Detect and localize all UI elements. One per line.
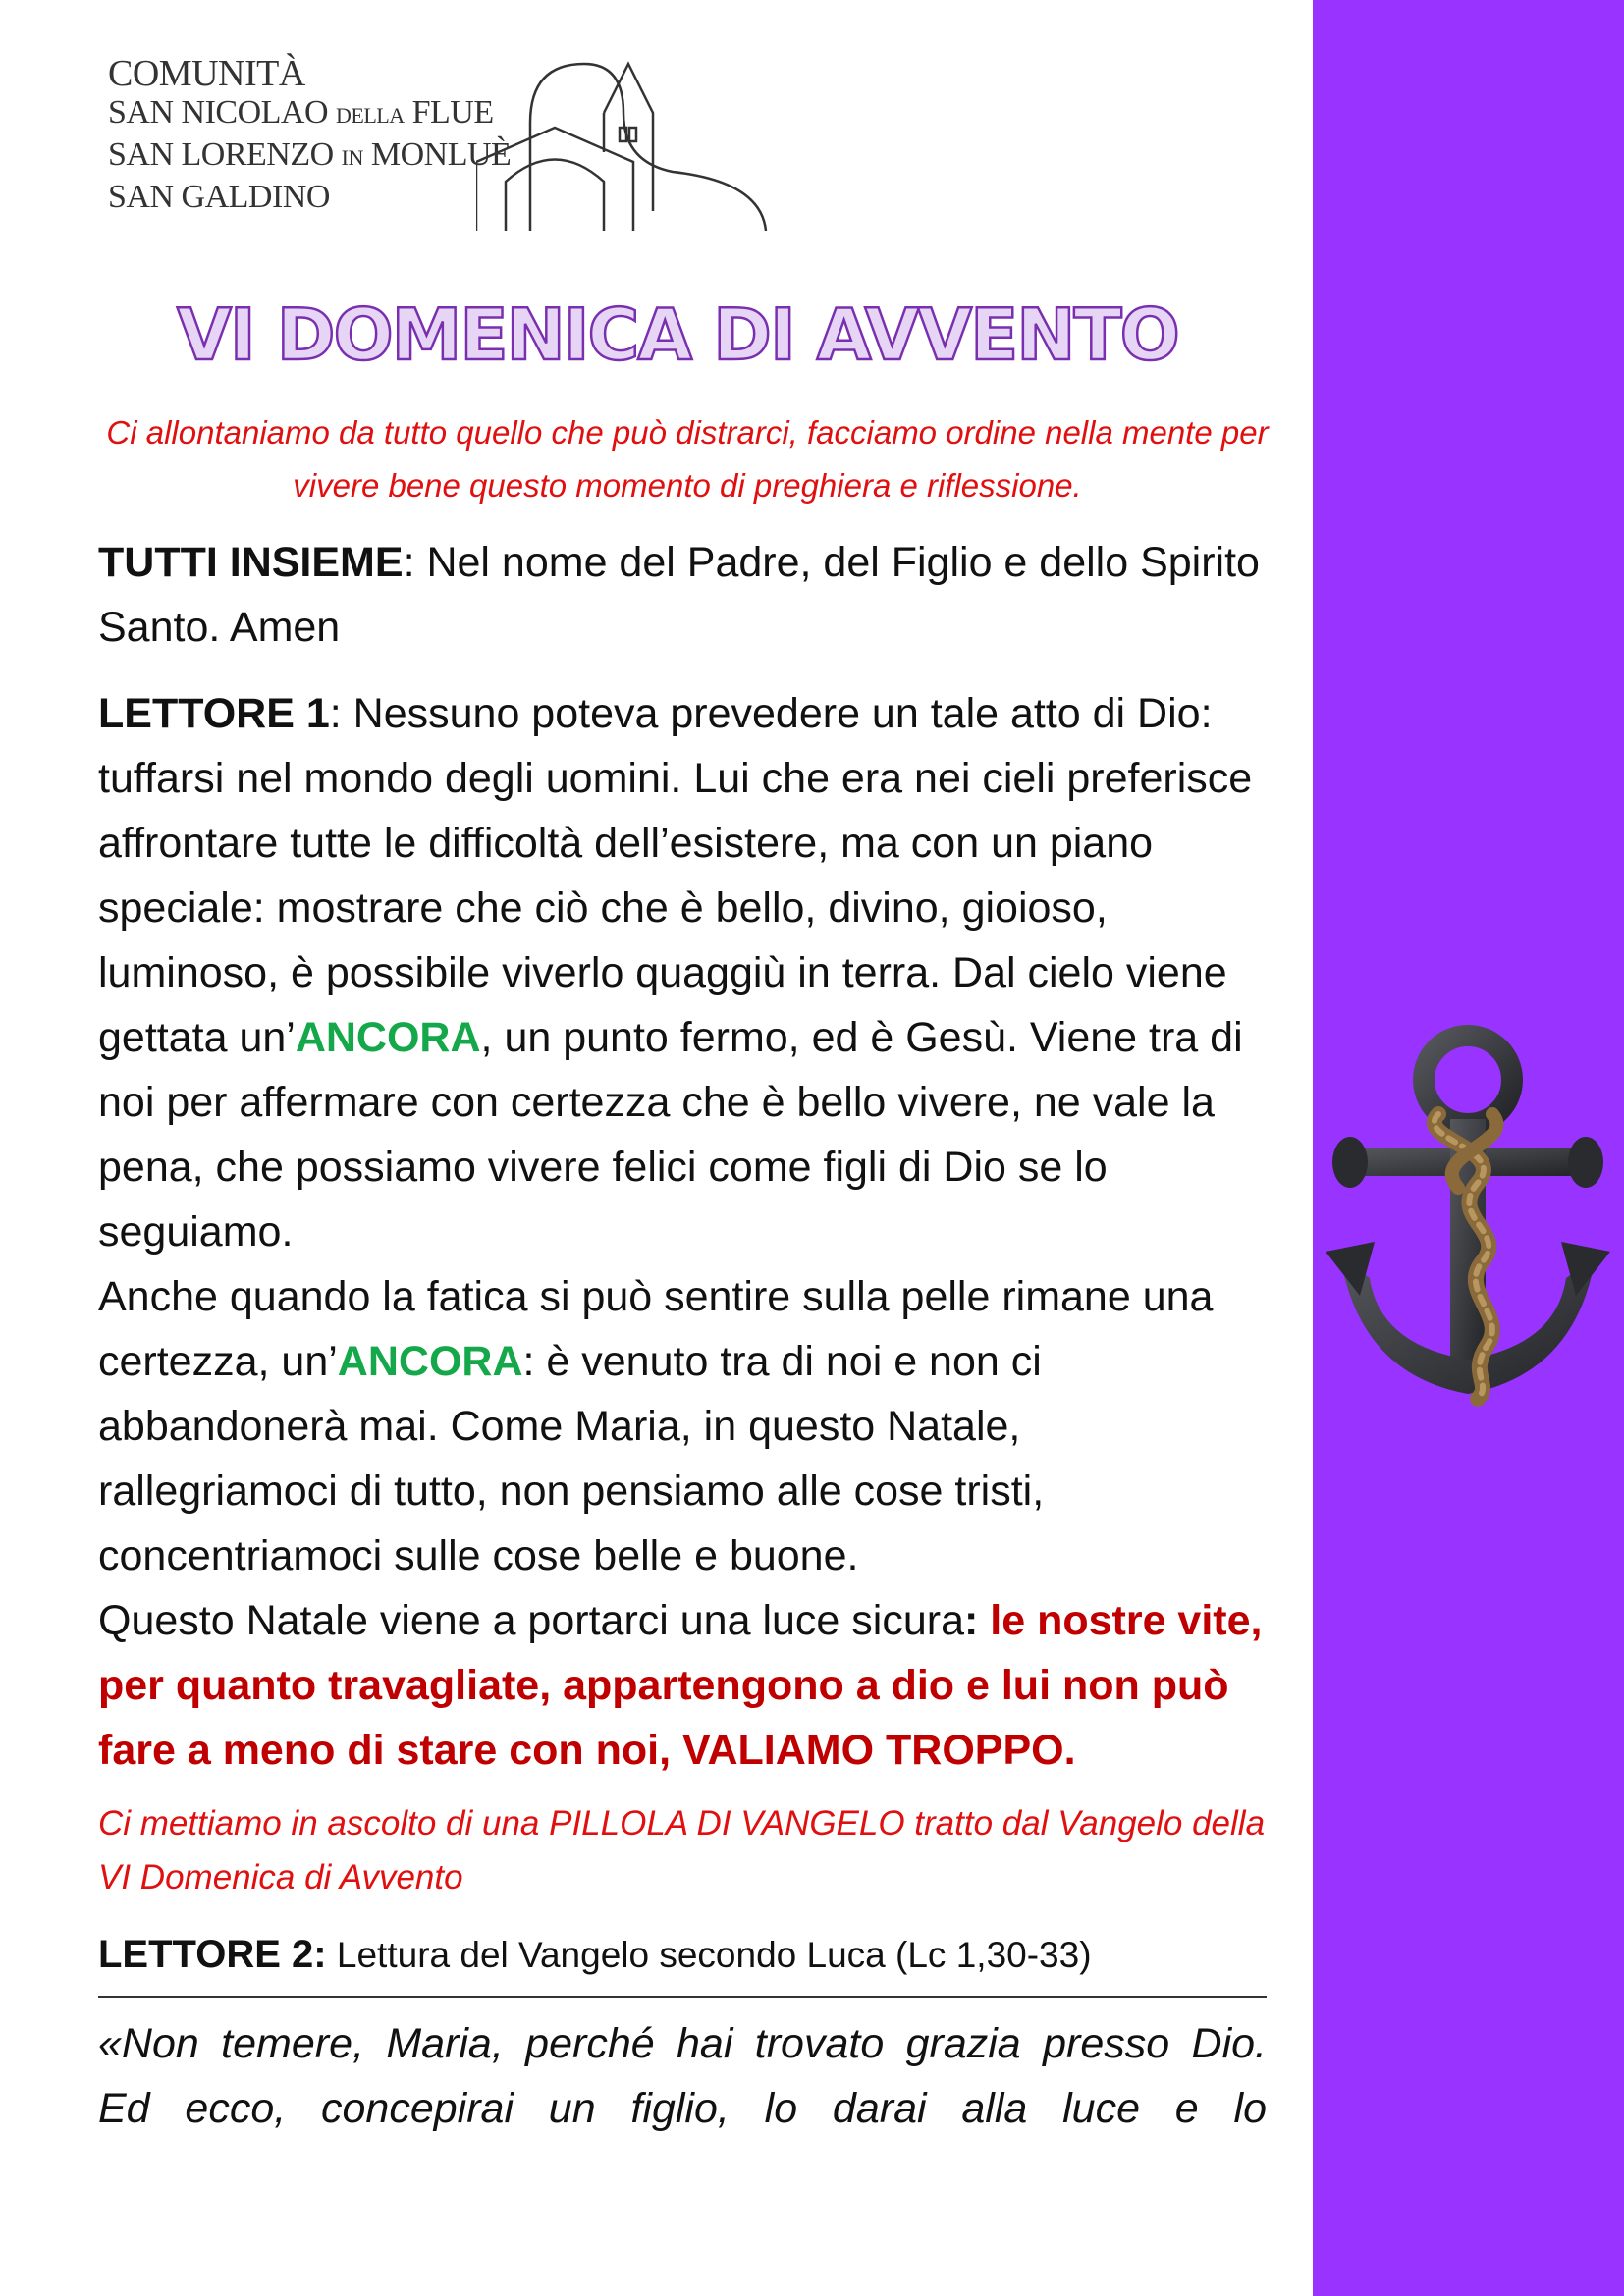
lettore1-paragraph-2: Anche quando la fatica si può sentire sulla pelle rimane una certezza, un’ANCORA: è venuto tra di noi e non ci abbandonerà mai. Come Maria, in questo Natale, rallegriamoci di tutto, non pensiamo alle cose tristi, concentriamoci sulle cose belle e buone. (98, 1273, 1214, 1579)
ancora-highlight: ANCORA (337, 1338, 523, 1385)
gospel-line-2: Ed ecco, concepirai un figlio, lo darai alla luce e lo (98, 2085, 1267, 2132)
divider (98, 1996, 1267, 1998)
logo-line-3: SAN LORENZO IN MONLUÈ (108, 136, 512, 173)
logo-line-4: SAN GALDINO (108, 179, 330, 215)
lettore1-paragraph: LETTORE 1: Nessuno poteva prevedere un tale atto di Dio: tuffarsi nel mondo degli uomini. Lui che era nei cieli preferisce affrontare tutte le difficoltà dell’esistere, ma con un piano speciale: mostrare che ciò che è bello, divino, gioioso, luminoso, è possibile viverlo quaggiù in terra. Dal cielo viene gettata un’ANCORA, un punto fermo, ed è Gesù. Viene tra di noi per affermare con certezza che è bello vivere, ne vale la pena, che possiamo vivere felici come figli di Dio se lo seguiamo. (98, 690, 1253, 1255)
ancora-highlight: ANCORA (295, 1014, 481, 1061)
lettore1-paragraph-3: Questo Natale viene a portarci una luce sicura: le nostre vite, per quanto travagliate, appartengono a dio e lui non può fare a meno di stare con noi, VALIAMO TROPPO. (98, 1597, 1263, 1774)
pillola-instruction: Ci mettiamo in ascolto di una PILLOLA DI VANGELO tratto dal Vangelo della VI Domenica di Avvento (98, 1804, 1266, 1896)
church-outline-icon (476, 54, 869, 240)
anchor-icon (1321, 1021, 1615, 1423)
logo-line-1: COMUNITÀ (108, 53, 305, 94)
emphasis-text: le nostre vite, per quanto travagliate, appartengono a dio e lui non può fare a meno di stare con noi, VALIAMO TROPPO (98, 1597, 1263, 1774)
page-title: VI DOMENICA DI AVVENTO (177, 294, 1178, 376)
intro-instruction: Ci allontaniamo da tutto quello che può distrarci, facciamo ordine nella mente per vivere bene questo momento di preghiera e riflessione. (106, 414, 1269, 504)
main-text (98, 530, 1267, 2141)
community-logo (108, 54, 776, 240)
logo-line-2: SAN NICOLAO DELLA FLUE (108, 94, 494, 131)
lettore2-heading: LETTORE 2: Lettura del Vangelo secondo Luca (Lc 1,30-33) (98, 1933, 1092, 1976)
tutti-insieme-paragraph: TUTTI INSIEME: Nel nome del Padre, del Figlio e dello Spirito Santo. Amen (98, 539, 1260, 651)
community-name (108, 54, 511, 217)
gospel-line-1: «Non temere, Maria, perché hai trovato grazia presso Dio. (98, 2020, 1267, 2067)
